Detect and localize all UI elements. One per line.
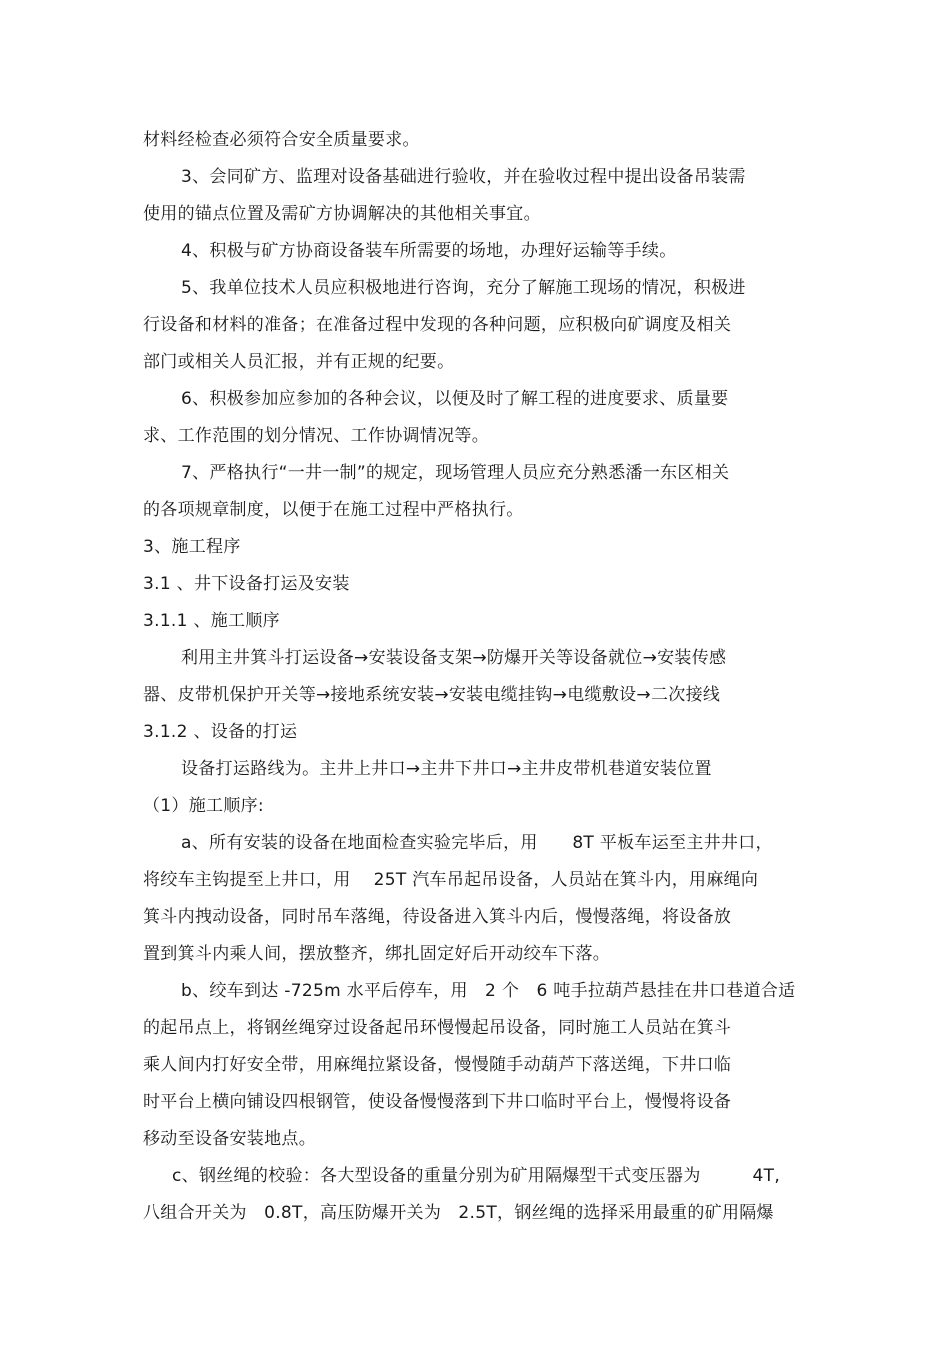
text-line: 材料经检查必须符合安全质量要求。 <box>143 130 420 150</box>
text-line: 时平台上横向铺设四根钢管，使设备慢慢落到下井口临时平台上，慢慢将设备 <box>143 1092 732 1112</box>
text-line: 求、工作范围的划分情况、工作协调情况等。 <box>143 426 489 446</box>
text-line: 置到箕斗内乘人间，摆放整齐，绑扎固定好后开动绞车下落。 <box>143 944 611 964</box>
section-heading: 3.1.1 、施工顺序 <box>143 611 280 631</box>
text-line: 的各项规章制度，以便于在施工过程中严格执行。 <box>143 500 524 520</box>
text-line: 将绞车主钩提至上井口，用 25T 汽车吊起吊设备，人员站在箕斗内，用麻绳向 <box>143 870 759 890</box>
text-line: 利用主井箕斗打运设备→安装设备支架→防爆开关等设备就位→安装传感 <box>181 648 727 668</box>
text-line: c、钢丝绳的校验：各大型设备的重量分别为矿用隔爆型干式变压器为 4T, <box>172 1166 781 1186</box>
text-line: 箕斗内拽动设备，同时吊车落绳，待设备进入箕斗内后，慢慢落绳，将设备放 <box>143 907 732 927</box>
text-line: （1）施工顺序: <box>143 796 264 816</box>
text-line: 行设备和材料的准备；在准备过程中发现的各种问题，应积极向矿调度及相关 <box>143 315 732 335</box>
text-line: 的起吊点上，将钢丝绳穿过设备起吊环慢慢起吊设备，同时施工人员站在箕斗 <box>143 1018 732 1038</box>
section-heading: 3、施工程序 <box>143 537 241 557</box>
text-line: 6、积极参加应参加的各种会议，以便及时了解工程的进度要求、质量要 <box>181 389 729 409</box>
text-line: b、绞车到达 -725m 水平后停车，用 2 个 6 吨手拉葫芦悬挂在井口巷道合适 <box>181 981 796 1001</box>
section-heading: 3.1 、井下设备打运及安装 <box>143 574 350 594</box>
text-line: a、所有安装的设备在地面检查实验完毕后，用 8T 平板车运至主井井口， <box>181 833 773 853</box>
text-line: 使用的锚点位置及需矿方协调解决的其他相关事宜。 <box>143 204 541 224</box>
text-line: 5、我单位技术人员应积极地进行咨询，充分了解施工现场的情况，积极进 <box>181 278 746 298</box>
text-line: 3、会同矿方、监理对设备基础进行验收，并在验收过程中提出设备吊装需 <box>181 167 746 187</box>
text-line: 器、皮带机保护开关等→接地系统安装→安装电缆挂钩→电缆敷设→二次接线 <box>143 685 721 705</box>
text-line: 移动至设备安装地点。 <box>143 1129 316 1149</box>
text-line: 部门或相关人员汇报，并有正规的纪要。 <box>143 352 455 372</box>
text-line: 乘人间内打好安全带，用麻绳拉紧设备，慢慢随手动葫芦下落送绳，下井口临 <box>143 1055 732 1075</box>
text-line: 八组合开关为 0.8T，高压防爆开关为 2.5T，钢丝绳的选择采用最重的矿用隔爆 <box>143 1203 774 1223</box>
text-line: 4、积极与矿方协商设备装车所需要的场地，办理好运输等手续。 <box>181 241 677 261</box>
section-heading: 3.1.2 、设备的打运 <box>143 722 298 742</box>
text-line: 设备打运路线为。主井上井口→主井下井口→主井皮带机巷道安装位置 <box>181 759 712 779</box>
text-line: 7、严格执行“一井一制”的规定，现场管理人员应充分熟悉潘一东区相关 <box>181 463 730 483</box>
